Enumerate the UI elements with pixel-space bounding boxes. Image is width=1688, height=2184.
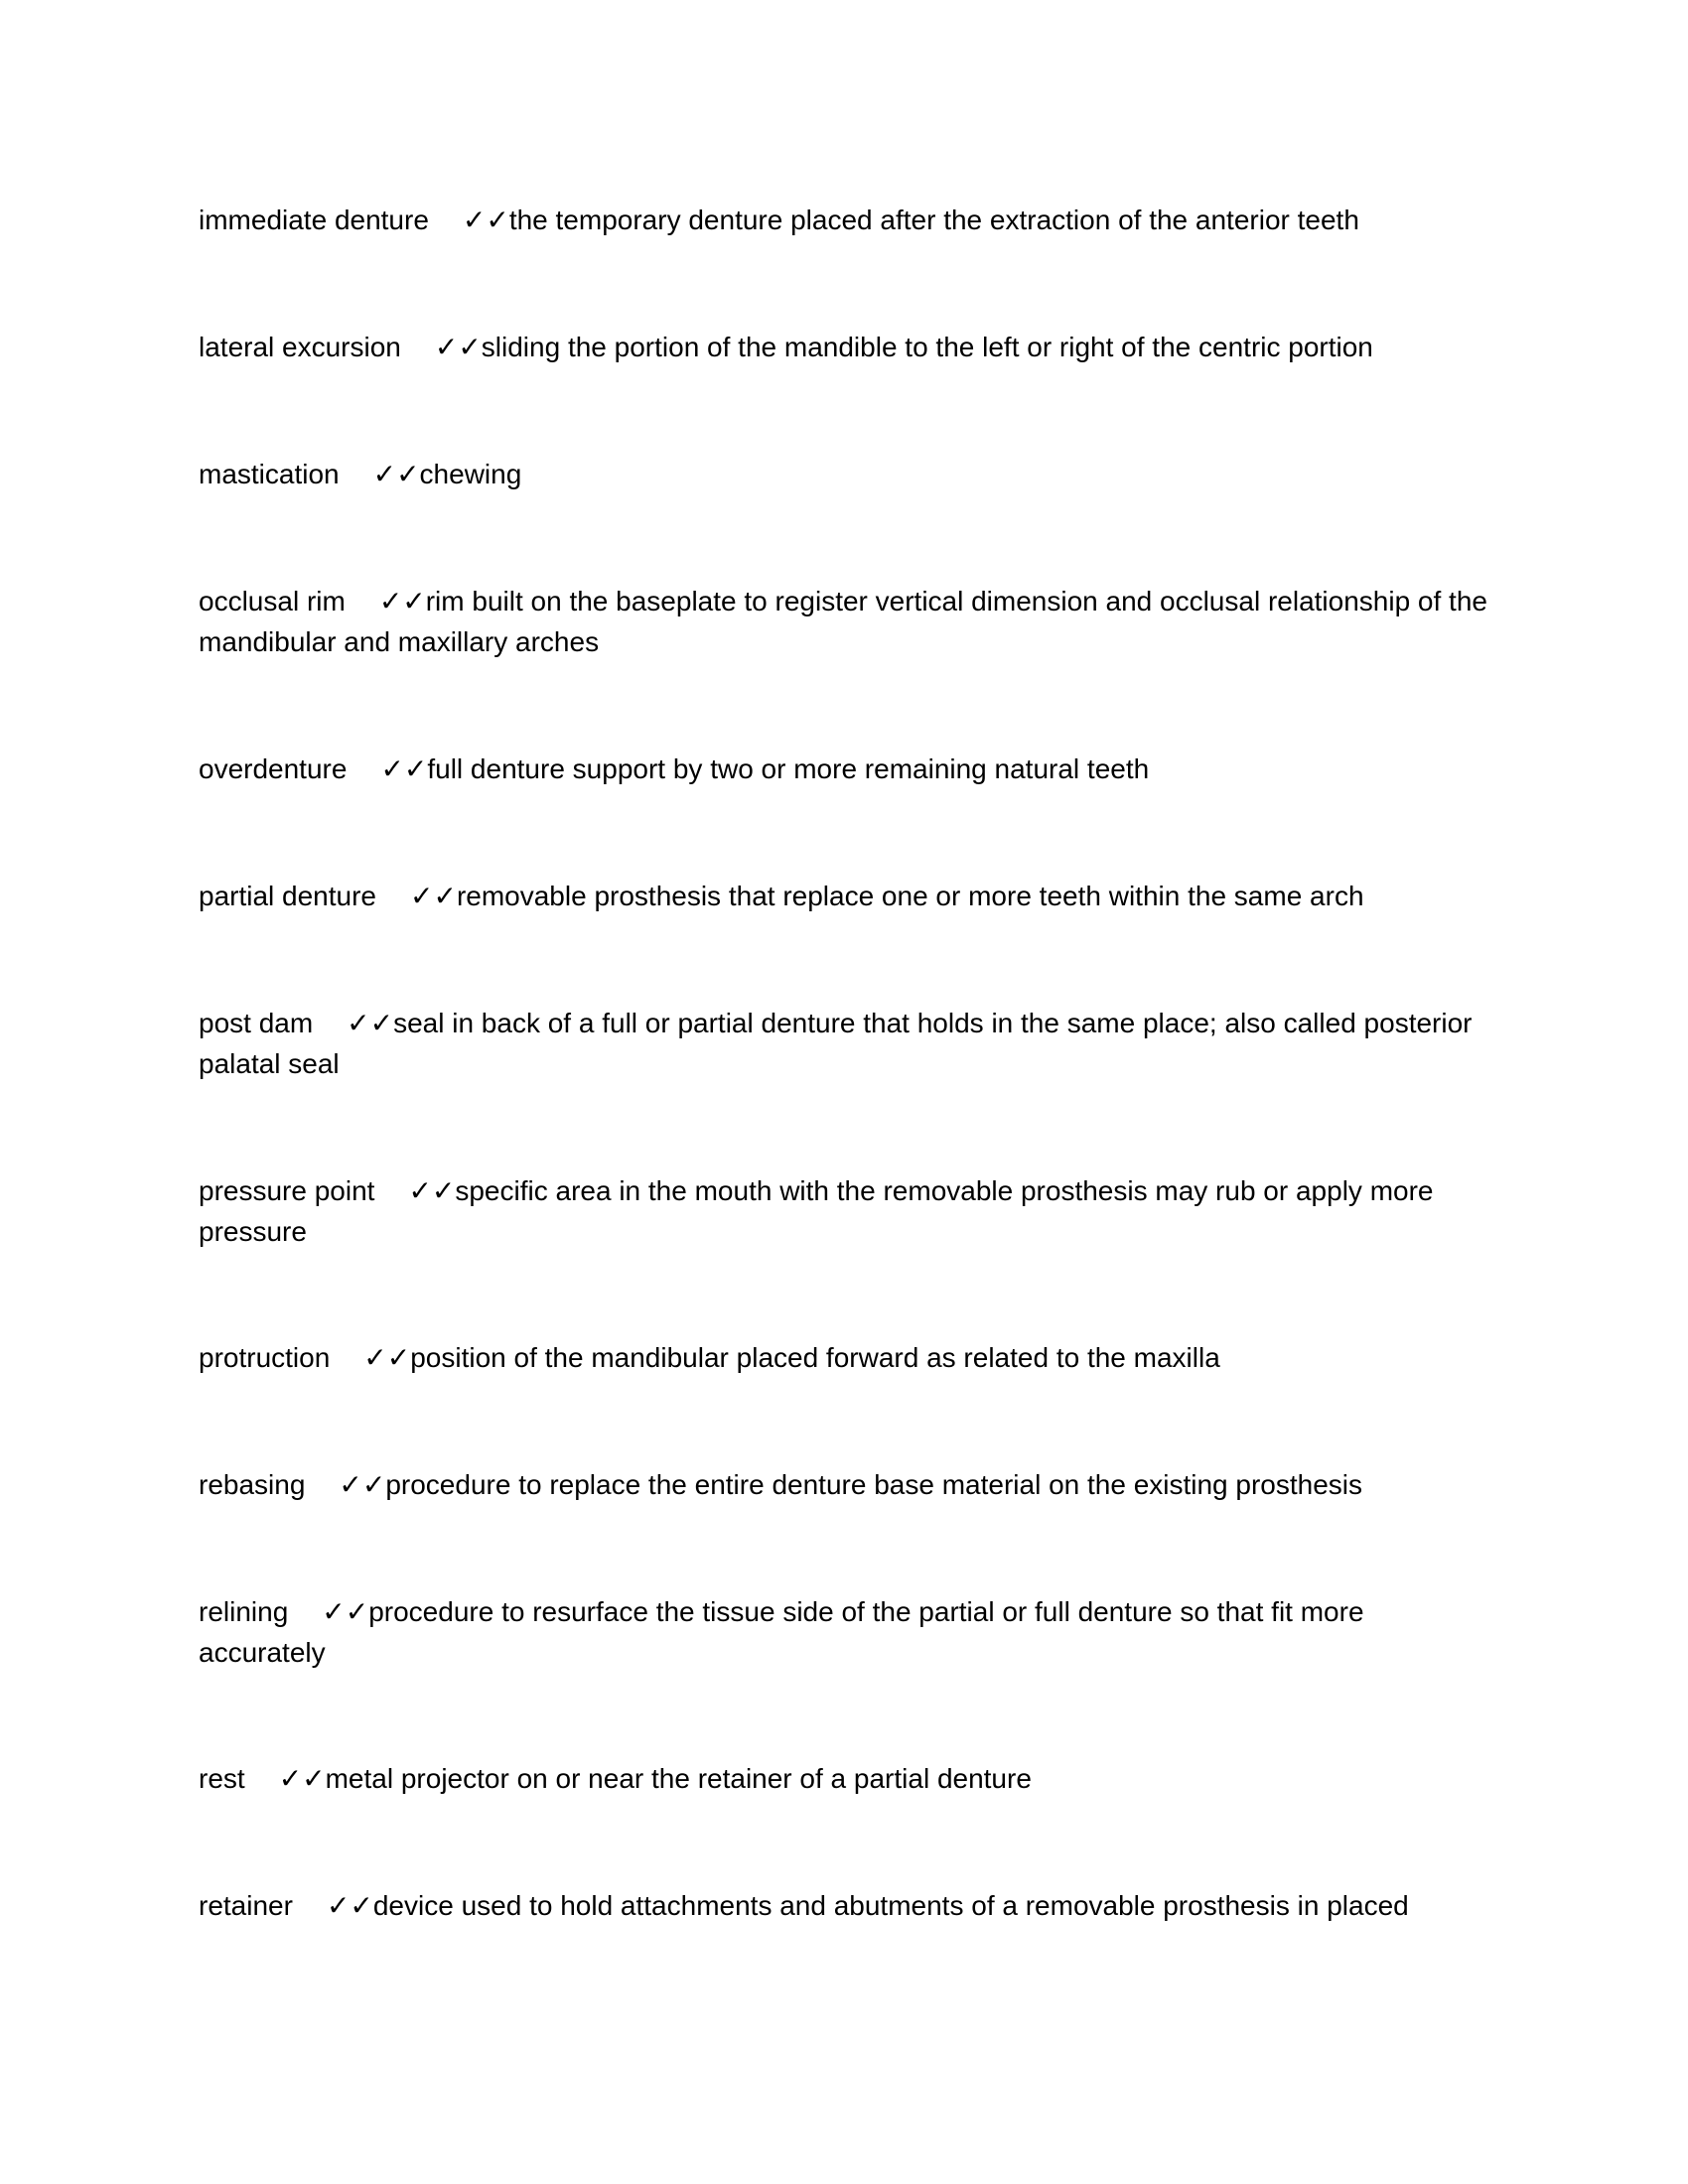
check-marks: ✓✓ bbox=[347, 1007, 394, 1039]
entry-term: pressure point bbox=[199, 1175, 375, 1206]
check-marks: ✓✓ bbox=[322, 1595, 369, 1628]
check-marks: ✓✓ bbox=[372, 458, 420, 490]
entry-term: lateral excursion bbox=[199, 332, 401, 362]
entry-rest bbox=[199, 1758, 1489, 1799]
check-marks: ✓✓ bbox=[339, 1468, 386, 1501]
check-marks: ✓✓ bbox=[380, 752, 428, 785]
entry-term: overdenture bbox=[199, 753, 348, 784]
entry-term: rebasing bbox=[199, 1469, 306, 1500]
entry-post-dam bbox=[199, 1003, 1489, 1084]
entry-definition: position of the mandibular placed forward as related to the maxilla bbox=[410, 1342, 1220, 1373]
entry-lateral-excursion bbox=[199, 327, 1489, 367]
entry-term: rest bbox=[199, 1763, 245, 1794]
entry-immediate-denture bbox=[199, 200, 1489, 240]
entry-definition: removable prosthesis that replace one or more teeth within the same arch bbox=[456, 881, 1364, 911]
entry-definition: procedure to resurface the tissue side of the partial or full denture so that fit more accurately bbox=[199, 1596, 1364, 1668]
entry-pressure-point bbox=[199, 1170, 1489, 1252]
entry-term: protruction bbox=[199, 1342, 331, 1373]
check-marks: ✓✓ bbox=[434, 331, 482, 363]
entry-definition: full denture support by two or more remaining natural teeth bbox=[427, 753, 1150, 784]
check-marks: ✓✓ bbox=[410, 880, 457, 912]
entry-definition: rim built on the baseplate to register vertical dimension and occlusal relationship of the mandibular and maxillary arches bbox=[199, 586, 1487, 657]
entry-definition: the temporary denture placed after the extraction of the anterior teeth bbox=[508, 205, 1359, 235]
entry-occlusal-rim bbox=[199, 581, 1489, 662]
entry-overdenture bbox=[199, 749, 1489, 789]
entry-definition: specific area in the mouth with the removable prosthesis may rub or apply more pressure bbox=[199, 1175, 1434, 1247]
entry-mastication bbox=[199, 454, 1489, 494]
entry-term: retainer bbox=[199, 1890, 293, 1921]
check-marks: ✓✓ bbox=[278, 1762, 326, 1795]
entry-term: occlusal rim bbox=[199, 586, 346, 616]
entry-definition: sliding the portion of the mandible to the left or right of the centric portion bbox=[481, 332, 1373, 362]
entry-definition: seal in back of a full or partial denture that holds in the same place; also called posterior palatal seal bbox=[199, 1008, 1473, 1079]
check-marks: ✓✓ bbox=[462, 204, 509, 236]
entry-definition: metal projector on or near the retainer of a partial denture bbox=[325, 1763, 1032, 1794]
check-marks: ✓✓ bbox=[378, 585, 426, 617]
entry-retainer bbox=[199, 1885, 1489, 1926]
entry-relining bbox=[199, 1591, 1489, 1673]
entry-rebasing bbox=[199, 1464, 1489, 1505]
entry-definition: device used to hold attachments and abutments of a removable prosthesis in placed bbox=[372, 1890, 1409, 1921]
entry-definition: procedure to replace the entire denture base material on the existing prosthesis bbox=[385, 1469, 1363, 1500]
entry-protruction bbox=[199, 1337, 1489, 1378]
entry-term: mastication bbox=[199, 459, 340, 489]
entry-term: partial denture bbox=[199, 881, 377, 911]
check-marks: ✓✓ bbox=[326, 1889, 373, 1922]
check-marks: ✓✓ bbox=[408, 1174, 456, 1207]
entry-definition: chewing bbox=[419, 459, 522, 489]
check-marks: ✓✓ bbox=[363, 1341, 411, 1374]
entry-term: relining bbox=[199, 1596, 289, 1627]
entry-term: post dam bbox=[199, 1008, 314, 1038]
entry-partial-denture bbox=[199, 876, 1489, 916]
entry-term: immediate denture bbox=[199, 205, 429, 235]
